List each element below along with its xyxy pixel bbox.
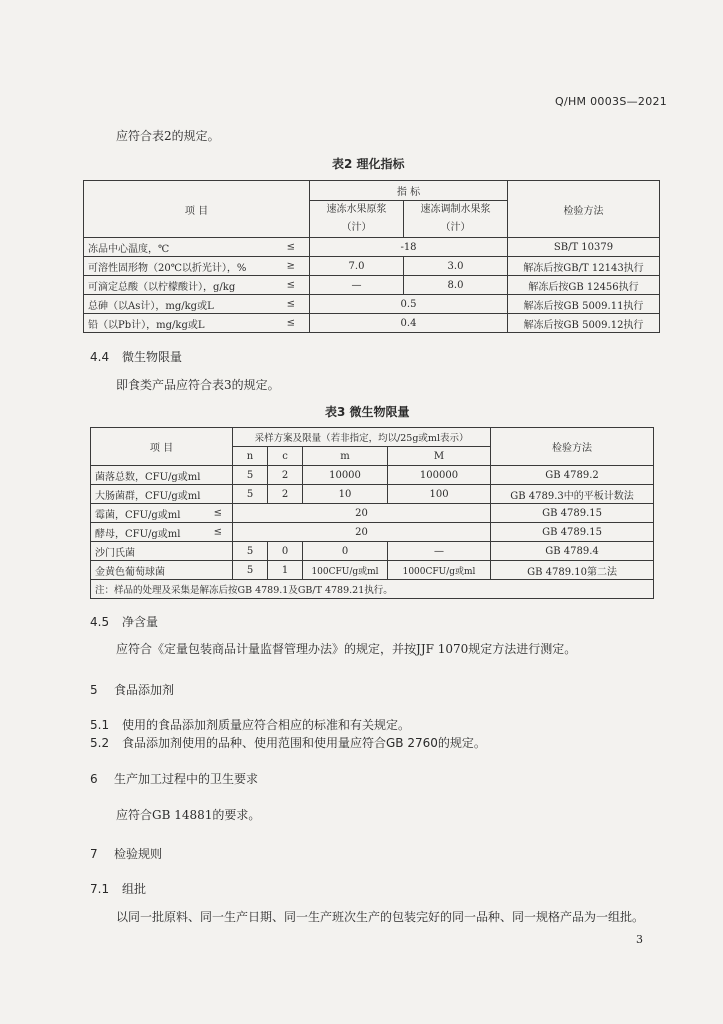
table-cell-value: 0.5 — [310, 295, 508, 314]
table-cell-M: 1000CFU/g或ml — [388, 561, 491, 580]
table3-note: 注：样品的处理及采集是解冻后按GB 4789.1及GB/T 4789.21执行。 — [91, 580, 654, 599]
table3-header-m: m — [303, 447, 388, 466]
comparison-symbol: ≤ — [286, 279, 295, 291]
section-7-1-heading: 7.1 组批 — [90, 882, 147, 896]
table2-header-sub2: 速冻调制水果浆 （汁） — [404, 201, 508, 238]
table2 — [83, 180, 660, 333]
table-cell-method: SB/T 10379 — [508, 238, 660, 257]
table-row-item: 沙门氏菌 — [91, 542, 233, 561]
section-6-heading: 6 生产加工过程中的卫生要求 — [90, 772, 259, 786]
table-row-item: 大肠菌群，CFU/g或ml — [91, 485, 233, 504]
comparison-symbol: ≤ — [213, 526, 222, 538]
section-4-5-heading: 4.5 净含量 — [90, 615, 159, 629]
table-cell-method: 解冻后按GB/T 12143执行 — [508, 257, 660, 276]
table-cell-n: 5 — [233, 561, 268, 580]
table-cell-M: 100000 — [388, 466, 491, 485]
table-cell-method: GB 4789.3中的平板计数法 — [491, 485, 654, 504]
table3-header-method: 检验方法 — [491, 428, 654, 466]
table3-header-n: n — [233, 447, 268, 466]
table-cell-method: GB 4789.10第二法 — [491, 561, 654, 580]
table-cell-value: -18 — [310, 238, 508, 257]
table-cell-M: 100 — [388, 485, 491, 504]
table-cell-m: 100CFU/g或ml — [303, 561, 388, 580]
section-7-heading: 7 检验规则 — [90, 847, 163, 861]
table3-header-item: 项 目 — [91, 428, 233, 466]
comparison-symbol: ≥ — [286, 260, 295, 272]
table3-caption: 表3 微生物限量 — [325, 405, 410, 419]
table-cell-n: 5 — [233, 542, 268, 561]
comparison-symbol: ≤ — [286, 317, 295, 329]
table-cell-n: 5 — [233, 466, 268, 485]
comparison-symbol: ≤ — [286, 298, 295, 310]
section-5-heading: 5 食品添加剂 — [90, 683, 175, 697]
table-row-item: 酵母，CFU/g或ml ≤ — [91, 523, 233, 542]
table-cell-m: 10000 — [303, 466, 388, 485]
table-cell-m: 0 — [303, 542, 388, 561]
table-cell-value: — — [310, 276, 404, 295]
table-cell-m: 10 — [303, 485, 388, 504]
table-cell-value: 0.4 — [310, 314, 508, 333]
table3-header-plan: 采样方案及限量（若非指定，均以/25g或ml表示） — [233, 428, 491, 447]
table-cell-limit: 20 — [233, 523, 491, 542]
table-cell-method: GB 4789.15 — [491, 523, 654, 542]
section-5-2-text: 5.2 食品添加剂使用的品种、使用范围和使用量应符合GB 2760的规定。 — [90, 736, 486, 750]
table-cell-value: 8.0 — [404, 276, 508, 295]
table2-caption: 表2 理化指标 — [332, 157, 405, 171]
table-cell-method: 解冻后按GB 12456执行 — [508, 276, 660, 295]
table-row-item: 总砷（以As计），mg/kg或L ≤ — [84, 295, 310, 314]
section-4-4-heading: 4.4 微生物限量 — [90, 350, 183, 364]
table-cell-method: 解冻后按GB 5009.11执行 — [508, 295, 660, 314]
table-row-item: 可溶性固形物（20℃以折光计），% ≥ — [84, 257, 310, 276]
comparison-symbol: ≤ — [286, 241, 295, 253]
table-cell-M: — — [388, 542, 491, 561]
table2-header-index: 指 标 — [310, 181, 508, 201]
document-code: Q/HM 0003S—2021 — [555, 95, 668, 108]
table-row-item: 金黄色葡萄球菌 — [91, 561, 233, 580]
page-number: 3 — [636, 933, 643, 946]
table2-header-item: 项 目 — [84, 181, 310, 238]
table-cell-c: 0 — [268, 542, 303, 561]
table-cell-method: GB 4789.2 — [491, 466, 654, 485]
table-cell-n: 5 — [233, 485, 268, 504]
table-cell-method: 解冻后按GB 5009.12执行 — [508, 314, 660, 333]
table-row-item: 冻品中心温度，℃ ≤ — [84, 238, 310, 257]
table3 — [90, 427, 654, 599]
table-cell-value: 3.0 — [404, 257, 508, 276]
table-cell-c: 2 — [268, 466, 303, 485]
table2-header-method: 检验方法 — [508, 181, 660, 238]
table2-header-sub1: 速冻水果原浆 （汁） — [310, 201, 404, 238]
table-row-item: 霉菌，CFU/g或ml ≤ — [91, 504, 233, 523]
table-row-item: 菌落总数，CFU/g或ml — [91, 466, 233, 485]
table-cell-method: GB 4789.4 — [491, 542, 654, 561]
section-6-paragraph: 应符合GB 14881的要求。 — [116, 808, 261, 822]
table-cell-limit: 20 — [233, 504, 491, 523]
intro-paragraph: 应符合表2的规定。 — [116, 129, 220, 143]
comparison-symbol: ≤ — [213, 507, 222, 519]
table-cell-c: 1 — [268, 561, 303, 580]
section-7-1-paragraph: 以同一批原料、同一生产日期、同一生产班次生产的包装完好的同一品种、同一规格产品为一组批。 — [116, 910, 645, 924]
table-row-item: 铅（以Pb计），mg/kg或L ≤ — [84, 314, 310, 333]
table-row-item: 可滴定总酸（以柠檬酸计），g/kg ≤ — [84, 276, 310, 295]
table-cell-c: 2 — [268, 485, 303, 504]
section-4-5-paragraph: 应符合《定量包装商品计量监督管理办法》的规定，并按JJF 1070规定方法进行测定。 — [116, 642, 577, 656]
table3-header-c: c — [268, 447, 303, 466]
section-4-4-paragraph: 即食类产品应符合表3的规定。 — [116, 378, 280, 392]
section-5-1-text: 5.1 使用的食品添加剂质量应符合相应的标准和有关规定。 — [90, 718, 411, 732]
table3-header-M: M — [388, 447, 491, 466]
table-cell-value: 7.0 — [310, 257, 404, 276]
table-cell-method: GB 4789.15 — [491, 504, 654, 523]
